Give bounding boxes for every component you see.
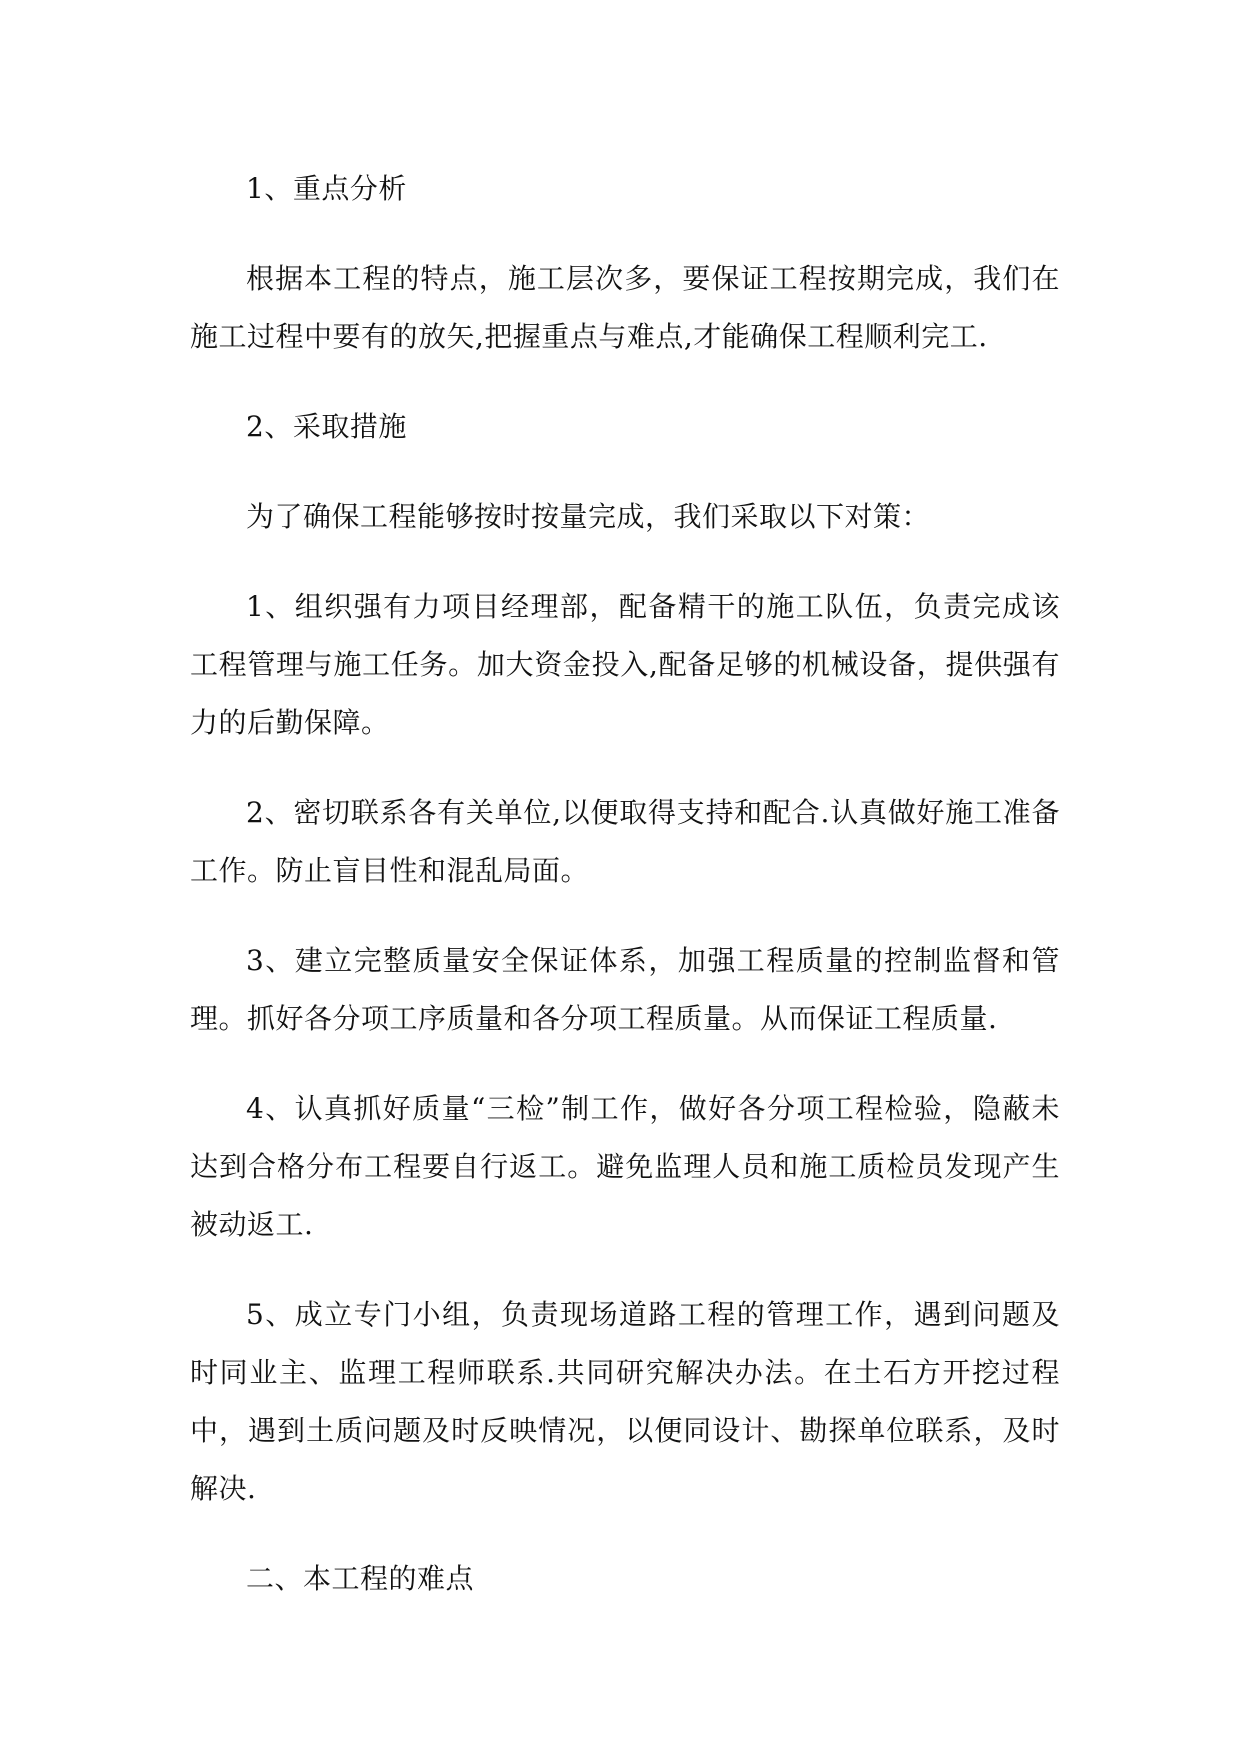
section-heading-difficulties: 二、本工程的难点 [246, 1562, 475, 1595]
section-heading-key-analysis: 1、重点分析 [246, 172, 407, 205]
section-heading-measures: 2、采取措施 [246, 410, 407, 443]
list-item-measure-5: 5、成立专门小组，负责现场道路工程的管理工作，遇到问题及时同业主、监理工程师联系.共同研究解决办法。在土石方开挖过程中，遇到土质问题及时反映情况，以便同设计、勘探单位联系，及时解决. [190, 1298, 1060, 1505]
document-body [190, 160, 1060, 1608]
list-item-measure-3: 3、建立完整质量安全保证体系，加强工程质量的控制监督和管理。抓好各分项工序质量和各分项工程质量。从而保证工程质量. [190, 944, 1060, 1035]
paragraph-project-features: 根据本工程的特点，施工层次多，要保证工程按期完成，我们在施工过程中要有的放矢,把握重点与难点,才能确保工程顺利完工. [190, 262, 1060, 353]
list-item-measure-1: 1、组织强有力项目经理部，配备精干的施工队伍，负责完成该工程管理与施工任务。加大资金投入,配备足够的机械设备，提供强有力的后勤保障。 [190, 590, 1060, 739]
paragraph-measures-intro: 为了确保工程能够按时按量完成，我们采取以下对策： [246, 500, 931, 533]
list-item-measure-4: 4、认真抓好质量“三检”制工作，做好各分项工程检验，隐蔽未达到合格分布工程要自行返工。避免监理人员和施工质检员发现产生被动返工. [190, 1092, 1060, 1241]
list-item-measure-2: 2、密切联系各有关单位,以便取得支持和配合.认真做好施工准备工作。防止盲目性和混乱局面。 [190, 796, 1060, 887]
